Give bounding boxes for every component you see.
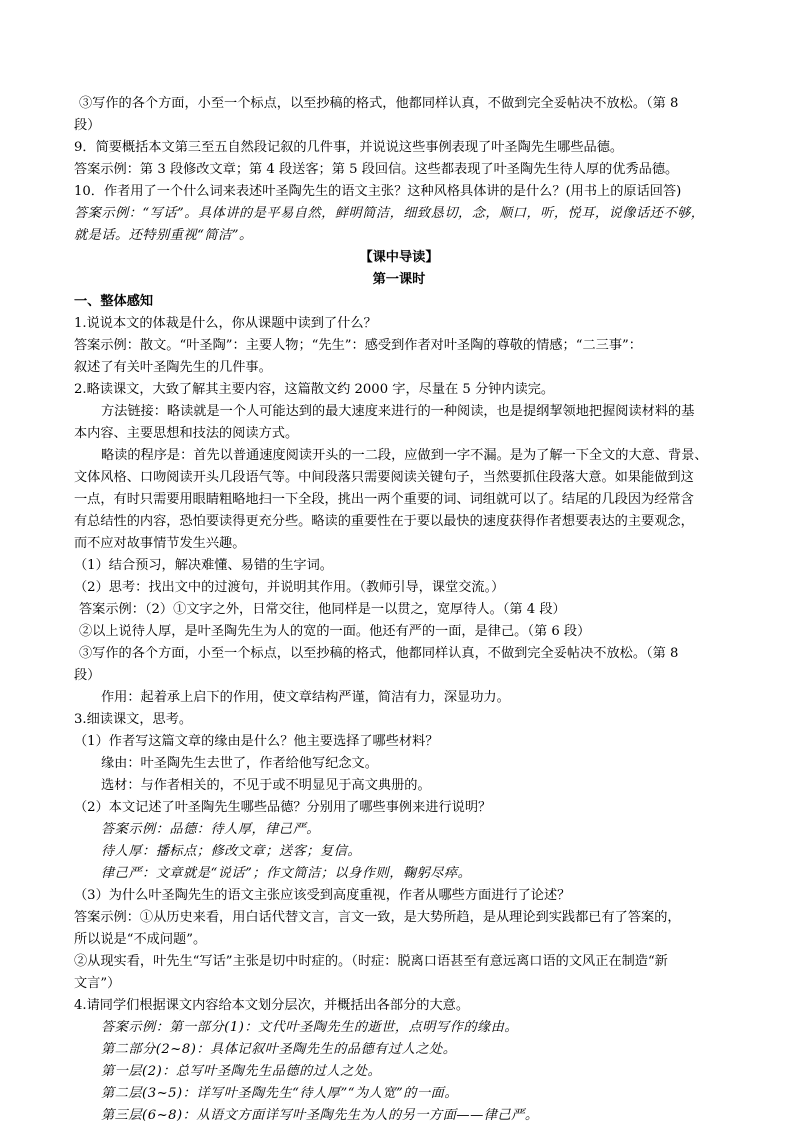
answer-10-line1: 答案示例：“写话”。具体讲的是平易自然，鲜明简洁，细致恳切，念，顺口，听，悦耳，说像话还不够，	[74, 206, 705, 221]
document-content	[74, 93, 724, 1127]
reading-procedure: 略读的程序是：首先以普通速度阅读开头的一二段，应做到一字不漏。是为了解一下全文的大意、背景、	[101, 448, 708, 463]
sub-question: （1）作者写这篇文章的缘由是什么？他主要选择了哪些材料？	[74, 734, 439, 749]
function-note: 作用：起着承上启下的作用，使文章结构严谨，简洁有力，深显功力。	[101, 690, 510, 705]
answer-line: 选材：与作者相关的，不见于或不明显见于高文典册的。	[101, 778, 431, 793]
answer-line: 答案示例：品德：待人厚，律己严。	[101, 822, 320, 837]
answer-line: 第一层(2)：总写叶圣陶先生品德的过人之处。	[101, 1064, 382, 1079]
answer-line: ②从现实看，叶先生“写话”主张是切中时症的。（时症：脱离口语甚至有意远离口语的文风正在制造“新	[74, 954, 668, 969]
answer-line: 答案示例：①从历史来看，用白话代替文言，言文一致，是大势所趋，是从理论到实践都已有了答案的，	[74, 910, 681, 925]
answer-line: 缘由：叶圣陶先生去世了，作者给他写纪念文。	[101, 756, 378, 771]
answer-line: ③写作的各个方面，小至一个标点，以至抄稿的格式，他都同样认真，不做到完全妥帖决不放松。（第 8	[79, 646, 679, 661]
sub-question: （2）思考：找出文中的过渡句，并说明其作用。（教师引导，课堂交流。）	[74, 580, 505, 595]
lesson-heading: 第一课时	[372, 272, 426, 287]
answer-line: 所以说是“不成问题”。	[74, 932, 207, 947]
item-3-question: 3.细读课文，思考。	[74, 712, 193, 727]
answer-10-line2: 就是话。还特别重视“简洁”。	[74, 228, 253, 243]
item-1-question: 1.说说本文的体裁是什么，你从课题中读到了什么？	[74, 316, 377, 331]
method-link: 本内容、主要思想和技法的阅读方式。	[74, 426, 299, 441]
section-heading: 【课中导读】	[359, 250, 439, 265]
item-2-question: 2.略读课文，大致了解其主要内容，这篇散文约 2000 字，尽量在 5 分钟内读完。	[74, 382, 555, 397]
answer-line: 答案示例：第一部分(1)：文代叶圣陶先生的逝世，点明写作的缘由。	[101, 1020, 519, 1035]
answer-line: 文言”）	[74, 976, 121, 991]
reading-procedure: 而不应对故事情节发生兴趣。	[74, 536, 246, 551]
sub-question: （1）结合预习，解决难懂、易错的生字词。	[74, 558, 333, 573]
reading-procedure: 有总结性的内容，恐怕要读得更充分些。略读的重要性在于要以最快的速度获得作者想要表达的主要观念，	[74, 514, 694, 529]
answer-line: ②以上说待人厚，是叶圣陶先生为人的宽的一面。他还有严的一面，是律己。（第 6 段）	[79, 624, 591, 639]
part-heading: 一、整体感知	[74, 294, 154, 309]
answer-9: 答案示例：第 3 段修改文章；第 4 段送客；第 5 段回信。这些都表现了叶圣陶先生待人厚的优秀品德。	[74, 162, 679, 177]
method-link: 方法链接：略读就是一个人可能达到的最大速度来进行的一种阅读，也是提纲挈领地把握阅读材料的基	[101, 404, 695, 419]
answer-line: 段）	[74, 668, 101, 683]
answer-line: 答案示例：（2）①文字之外，日常交往，他同样是一以贯之，宽厚待人。（第 4 段）	[79, 602, 566, 617]
answer-line: 段）	[74, 118, 101, 133]
answer-line: 第二层(3~5)：详写叶圣陶先生“待人厚”“为人宽”的一面。	[101, 1086, 459, 1101]
sub-question: （2）本文记述了叶圣陶先生哪些品德？分别用了哪些事例来进行说明？	[74, 800, 492, 815]
answer-line: 第二部分(2~8)：具体记叙叶圣陶先生的品德有过人之处。	[101, 1042, 457, 1057]
reading-procedure: 文体风格、口吻阅读开头几段语气等。中间段落只需要阅读关键句子，当然要抓住段落大意。如果能做到这	[74, 470, 694, 485]
answer-line: 第三层(6~8)：从语文方面详写叶圣陶先生为人的另一方面——律己严。	[101, 1108, 539, 1123]
item-4-question: 4.请同学们根据课文内容给本文划分层次，并概括出各部分的大意。	[74, 998, 470, 1013]
question-10: 10．作者用了一个什么词来表述叶圣陶先生的语文主张？这种风格具体讲的是什么？(用书上的原话回答)	[74, 184, 682, 199]
item-1-answer: 叙述了有关叶圣陶先生的几件事。	[74, 360, 272, 375]
sub-question: （3）为什么叶圣陶先生的语文主张应该受到高度重视，作者从哪些方面进行了论述？	[74, 888, 571, 903]
reading-procedure: 一点，有时只需要用眼睛粗略地扫一下全段，挑出一两个重要的词、词组就可以了。结尾的几段因为经常含	[74, 492, 694, 507]
answer-line: 待人厚：播标点；修改文章；送客；复信。	[101, 844, 362, 859]
answer-line: 律己严：文章就是“说话”；作文简洁；以身作则，鞠躬尽瘁。	[101, 866, 472, 881]
question-9: 9．简要概括本文第三至五自然段记叙的几件事，并说说这些事例表现了叶圣陶先生哪些品德。	[74, 140, 624, 155]
item-1-answer: 答案示例：散文。“叶圣陶”：主要人物；“先生”：感受到作者对叶圣陶的尊敬的情感；“二三事”：	[74, 338, 642, 353]
answer-line: ③写作的各个方面，小至一个标点，以至抄稿的格式，他都同样认真，不做到完全妥帖决不放松。（第 8	[79, 96, 679, 111]
